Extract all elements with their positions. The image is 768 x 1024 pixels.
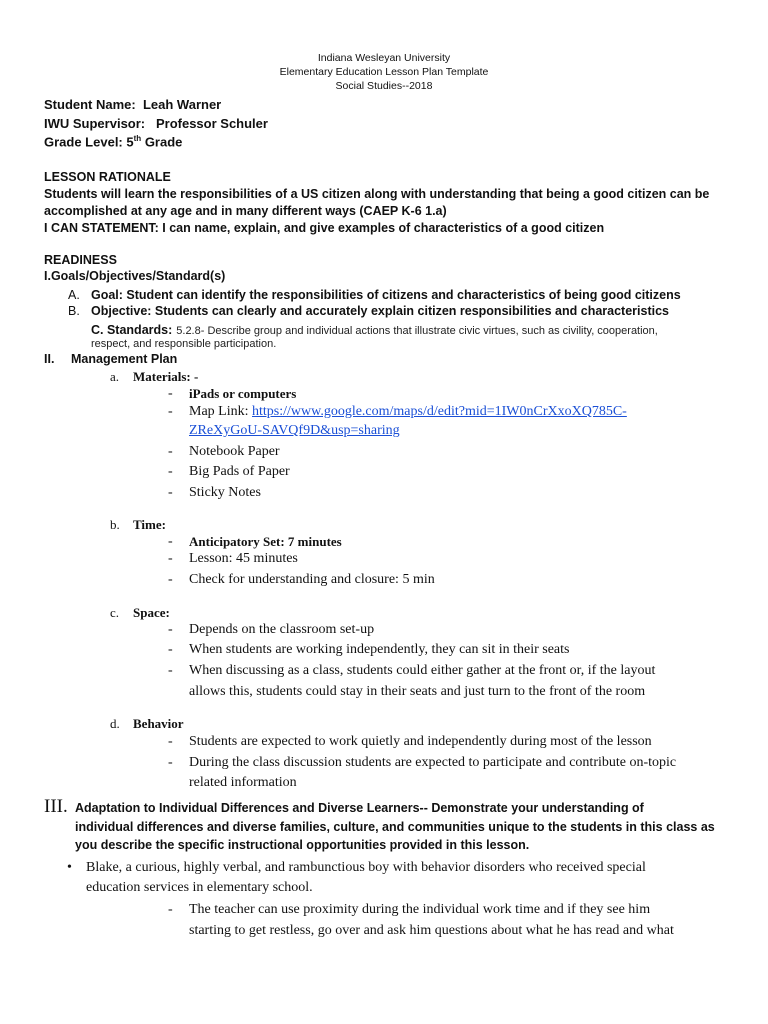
student-name-value: Leah Warner [142, 97, 222, 112]
dash: - [168, 404, 173, 419]
adaptation-line-2: individual differences and diverse families, culture, and communities unique to the students in this class as [75, 820, 715, 834]
university-title: Indiana Wesleyan University [317, 52, 451, 64]
dash: - [168, 444, 173, 459]
space-label: Space: [133, 605, 170, 620]
grade-level-row [44, 134, 182, 149]
student-name-row [44, 97, 221, 112]
template-title: Elementary Education Lesson Plan Template [279, 66, 489, 78]
standards-label: C. Standards: [91, 323, 173, 337]
behavior-marker: d. [110, 716, 120, 731]
dash: - [168, 534, 173, 549]
dash: - [168, 642, 173, 657]
time-marker: b. [110, 517, 120, 532]
goal-text: Goal: Student can identify the responsibilities of citizens and characteristics of being good citizens [91, 288, 681, 302]
standards-line-1: 5.2.8- Describe group and individual actions that illustrate civic virtues, such as civility, cooperation, [176, 325, 658, 337]
behavior-item-continued: related information [189, 775, 297, 790]
standards-row [91, 321, 658, 339]
adaptation-line-3: you describe the specific instructional opportunities provided in this lesson. [75, 838, 530, 852]
adaptation-line-1: Adaptation to Individual Differences and Diverse Learners-- Demonstrate your understanding of [75, 801, 644, 815]
material-item: Big Pads of Paper [189, 464, 290, 479]
student-name-label: Student Name: [44, 97, 136, 112]
readiness-heading: READINESS [44, 253, 117, 267]
objective-marker: B. [68, 304, 80, 318]
grade-suffix: Grade [144, 134, 183, 150]
material-item: Map Link: [189, 404, 252, 419]
dash: - [168, 464, 173, 479]
dash: - [168, 734, 173, 749]
goals-section-title: I.Goals/Objectives/Standard(s) [44, 269, 226, 283]
dash: - [168, 622, 173, 637]
map-link[interactable]: https://www.google.com/maps/d/edit?mid=1IW0nCrXxoXQ785C- [252, 404, 627, 419]
dash: - [168, 755, 173, 770]
rationale-heading: LESSON RATIONALE [44, 170, 171, 184]
bullet-icon: • [67, 860, 72, 875]
time-label: Time: [133, 517, 166, 532]
rationale-line-1: Students will learn the responsibilities of a US citizen along with understanding that being a good citizen can be [44, 187, 710, 201]
dash: - [168, 386, 173, 401]
time-item: Anticipatory Set: 7 minutes [189, 534, 342, 549]
grade-value: 5 [126, 134, 134, 150]
material-item: Notebook Paper [189, 444, 280, 459]
materials-label: Materials: - [133, 369, 199, 384]
adaptation-marker: III. [44, 796, 68, 817]
dash: - [168, 572, 173, 587]
management-title: Management Plan [71, 352, 178, 366]
supervisor-label: IWU Supervisor: [44, 116, 146, 131]
standards-line-2: respect, and responsible participation. [91, 338, 277, 350]
dash: - [168, 485, 173, 500]
student-case-line-1: Blake, a curious, highly verbal, and rambunctious boy with behavior disorders who received special [86, 860, 646, 875]
strategy-line-2: starting to get restless, go over and ask him questions about what he has read and what [189, 923, 674, 938]
management-marker: II. [44, 352, 55, 366]
behavior-item: Students are expected to work quietly and independently during most of the lesson [189, 734, 652, 749]
time-item: Lesson: 45 minutes [189, 551, 298, 566]
material-item: Sticky Notes [189, 485, 261, 500]
map-link-continued[interactable]: ZReXyGoU-SAVQf9D&usp=sharing [189, 423, 400, 438]
space-item: Depends on the classroom set-up [189, 622, 375, 637]
i-can-statement: I CAN STATEMENT: I can name, explain, and give examples of characteristics of a good citizen [44, 221, 605, 235]
behavior-item: During the class discussion students are expected to participate and contribute on-topic [189, 755, 677, 770]
dash: - [168, 902, 173, 917]
grade-label: Grade Level: [44, 134, 123, 150]
dash: - [168, 663, 173, 678]
map-link-row [189, 404, 627, 420]
material-item: iPads or computers [189, 386, 297, 401]
supervisor-value: Professor Schuler [155, 116, 268, 131]
time-item: Check for understanding and closure: 5 min [189, 572, 435, 587]
dash: - [168, 551, 173, 566]
objective-text: Objective: Students can clearly and accurately explain citizen responsibilities and characteristics [91, 304, 670, 318]
space-marker: c. [110, 605, 120, 620]
space-item-continued: allows this, students could stay in their seats and just turn to the front of the room [189, 684, 646, 699]
space-item: When discussing as a class, students could either gather at the front or, if the layout [189, 663, 656, 678]
rationale-line-2: accomplished at any age and in many different ways (CAEP K-6 1.a) [44, 204, 447, 218]
space-item: When students are working independently, they can sit in their seats [189, 642, 570, 657]
materials-marker: a. [110, 369, 120, 384]
goal-marker: A. [68, 288, 80, 302]
strategy-line-1: The teacher can use proximity during the individual work time and if they see him [189, 902, 651, 917]
behavior-label: Behavior [133, 716, 184, 731]
grade-sup: th [133, 134, 142, 143]
supervisor-row [44, 116, 268, 131]
student-case-line-2: education services in elementary school. [86, 880, 313, 895]
subject-title: Social Studies--2018 [335, 80, 433, 92]
